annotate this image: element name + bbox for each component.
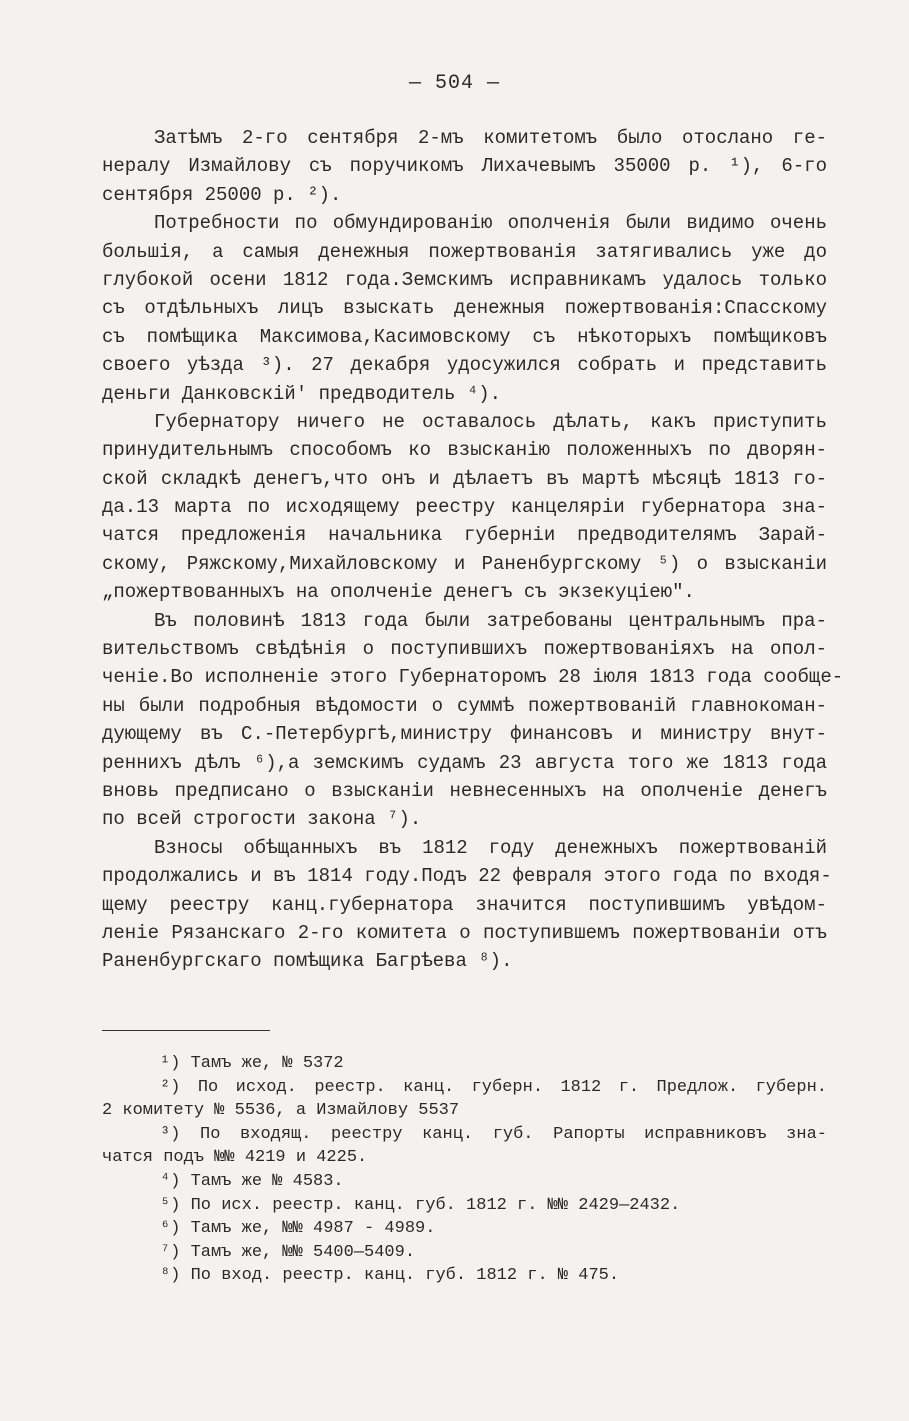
- text-line: Губернатору ничего не оставалось дѣлать, какъ приступить: [154, 410, 827, 433]
- text-line: вновь предписано о взысканіи невнесенныхъ на ополченіе денегъ: [102, 779, 827, 802]
- paragraph: [102, 607, 844, 834]
- paragraph: [102, 834, 832, 976]
- footnote-line: ⁴) Тамъ же № 4583.: [160, 1171, 344, 1191]
- text-line: дующему въ С.-Петербургѣ,министру финансовъ и министру внут-: [102, 723, 827, 746]
- text-line: леніе Рязанскаго 2-го комитета о поступившемъ пожертвованіи отъ: [102, 921, 827, 944]
- text-line: чатся предложенія начальника губерніи предводителямъ Зарай-: [102, 524, 827, 547]
- footnote: [102, 1123, 827, 1170]
- text-line: да.13 марта по исходящему реестру канцеляріи губернатора зна-: [102, 496, 827, 519]
- footnote: [102, 1217, 827, 1241]
- footnote-line: чатся подъ №№ 4219 и 4225.: [102, 1148, 368, 1168]
- footnote-separator: [102, 1030, 270, 1031]
- footnote: [102, 1264, 827, 1288]
- footnote: [102, 1076, 827, 1123]
- text-line: Потребности по обмундированію ополченія были видимо очень: [154, 212, 827, 235]
- text-line: ны были подробныя вѣдомости о суммѣ пожертвованій главнокоман-: [102, 694, 827, 717]
- text-line: сентября 25000 р. ²).: [102, 183, 342, 206]
- footnote: [102, 1052, 827, 1076]
- text-line: съ помѣщика Максимова,Касимовскому съ нѣкоторыхъ помѣщиковъ: [102, 325, 827, 348]
- page-number: — 504 —: [408, 72, 500, 95]
- footnotes: [102, 1052, 827, 1288]
- footnote-line: ²) По исход. реестр. канц. губерн. 1812 г. Предлож. губерн.: [160, 1077, 827, 1097]
- text-line: „пожертвованныхъ на ополченіе денегъ съ экзекуціею".: [102, 581, 695, 604]
- text-line: Взносы обѣщанныхъ въ 1812 году денежныхъ пожертвованій: [154, 836, 827, 859]
- footnote: [102, 1241, 827, 1265]
- text-line: своего уѣзда ³). 27 декабря удосужился собрать и представить: [102, 354, 827, 377]
- text-line: продолжались и въ 1814 году.Подъ 22 февраля этого года по входя-: [102, 865, 832, 888]
- footnote: [102, 1194, 827, 1218]
- footnote-line: ⁷) Тамъ же, №№ 5400—5409.: [160, 1242, 416, 1262]
- text-line: принудительнымъ способомъ ко взысканію положенныхъ по дворян-: [102, 439, 827, 462]
- text-line: Затѣмъ 2-го сентября 2-мъ комитетомъ было отослано ге-: [154, 127, 827, 149]
- text-line: ской складкѣ денегъ,что онъ и дѣлаетъ въ мартѣ мѣсяцѣ 1813 го-: [102, 467, 827, 490]
- text-line: Въ половинѣ 1813 года были затребованы центральнымъ пра-: [154, 609, 827, 632]
- body-text: [102, 124, 844, 976]
- text-line: реннихъ дѣлъ ⁶),а земскимъ судамъ 23 августа того же 1813 года: [102, 751, 827, 774]
- footnote-line: ⁵) По исх. реестр. канц. губ. 1812 г. №№ 2429—2432.: [160, 1195, 681, 1215]
- text-line: по всей строгости закона ⁷).: [102, 808, 422, 831]
- footnote-line: ⁶) Тамъ же, №№ 4987 - 4989.: [160, 1219, 436, 1239]
- text-line: Раненбургскаго помѣщика Багрѣева ⁸).: [102, 950, 513, 973]
- text-line: глубокой осени 1812 года.Земскимъ исправникамъ удалось только: [102, 268, 827, 291]
- text-line: щему реестру канц.губернатора значится поступившимъ увѣдом-: [102, 893, 827, 916]
- footnote-line: ¹) Тамъ же, № 5372: [160, 1054, 344, 1073]
- text-line: вительствомъ свѣдѣнія о поступившихъ пожертвованіяхъ на опол-: [102, 638, 827, 661]
- footnote-line: ³) По входящ. реестру канц. губ. Рапорты исправниковъ зна-: [160, 1124, 827, 1144]
- footnote-line: 2 комитету № 5536, а Измайлову 5537: [102, 1101, 460, 1121]
- text-line: съ отдѣльныхъ лицъ взыскать денежныя пожертвованія:Спасскому: [102, 297, 827, 320]
- paragraph: [102, 209, 827, 408]
- text-line: нералу Измайлову съ поручикомъ Лихачевымъ 35000 р. ¹), 6-го: [102, 155, 827, 178]
- text-line: деньги Данковскій' предводитель ⁴).: [102, 382, 502, 405]
- text-line: большія, а самыя денежныя пожертвованія затягивались уже до: [102, 240, 827, 263]
- paragraph: [102, 124, 827, 209]
- footnote-line: ⁸) По вход. реестр. канц. губ. 1812 г. № 475.: [160, 1266, 620, 1286]
- paragraph: [102, 408, 827, 607]
- footnote: [102, 1170, 827, 1194]
- text-line: ченіе.Во исполненіе этого Губернаторомъ 28 іюля 1813 года сообще-: [102, 666, 844, 689]
- text-line: скому, Ряжскому,Михайловскому и Раненбургскому ⁵) о взысканіи: [102, 552, 827, 575]
